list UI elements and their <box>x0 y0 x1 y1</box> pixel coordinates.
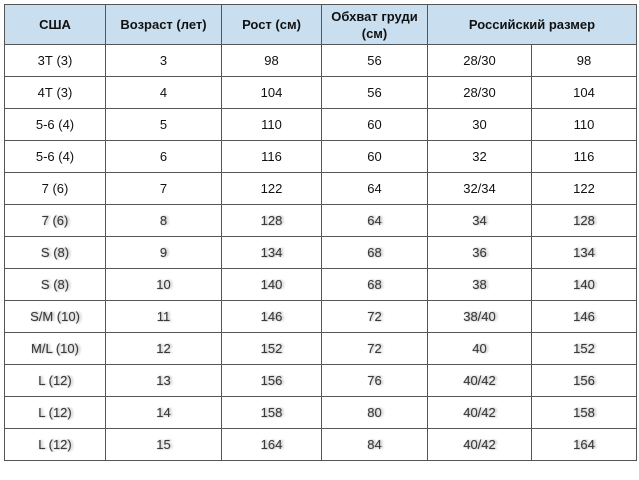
age-cell: 5 <box>106 109 222 141</box>
height-cell: 146 <box>222 301 322 333</box>
us-size-cell: 7 (6) <box>5 173 106 205</box>
age-cell: 9 <box>106 237 222 269</box>
age-cell: 7 <box>106 173 222 205</box>
height-cell: 158 <box>222 397 322 429</box>
us-size-cell: M/L (10) <box>5 333 106 365</box>
height-cell: 140 <box>222 269 322 301</box>
table-row <box>5 109 637 141</box>
table-row <box>5 397 637 429</box>
russian-size-cell: 40/42 <box>428 365 532 397</box>
header-us: США <box>5 5 106 45</box>
chest-cell: 60 <box>322 109 428 141</box>
russian-height-cell: 122 <box>532 173 637 205</box>
table-row <box>5 333 637 365</box>
russian-height-cell: 134 <box>532 237 637 269</box>
us-size-cell: L (12) <box>5 365 106 397</box>
us-size-cell: 5-6 (4) <box>5 109 106 141</box>
chest-cell: 72 <box>322 301 428 333</box>
us-size-cell: S (8) <box>5 237 106 269</box>
russian-size-cell: 40/42 <box>428 429 532 461</box>
height-cell: 110 <box>222 109 322 141</box>
height-cell: 116 <box>222 141 322 173</box>
table-row <box>5 205 637 237</box>
age-cell: 3 <box>106 45 222 77</box>
height-cell: 134 <box>222 237 322 269</box>
height-cell: 164 <box>222 429 322 461</box>
age-cell: 12 <box>106 333 222 365</box>
age-cell: 13 <box>106 365 222 397</box>
table-row <box>5 237 637 269</box>
russian-height-cell: 140 <box>532 269 637 301</box>
chest-cell: 72 <box>322 333 428 365</box>
height-cell: 104 <box>222 77 322 109</box>
age-cell: 11 <box>106 301 222 333</box>
chest-cell: 64 <box>322 173 428 205</box>
chest-cell: 76 <box>322 365 428 397</box>
russian-size-cell: 32/34 <box>428 173 532 205</box>
us-size-cell: 7 (6) <box>5 205 106 237</box>
russian-height-cell: 116 <box>532 141 637 173</box>
russian-height-cell: 110 <box>532 109 637 141</box>
russian-size-cell: 28/30 <box>428 77 532 109</box>
size-table <box>4 4 637 461</box>
table-row <box>5 173 637 205</box>
russian-size-cell: 40 <box>428 333 532 365</box>
table-row <box>5 77 637 109</box>
russian-size-cell: 36 <box>428 237 532 269</box>
russian-size-cell: 28/30 <box>428 45 532 77</box>
russian-height-cell: 98 <box>532 45 637 77</box>
chest-cell: 84 <box>322 429 428 461</box>
russian-size-cell: 38/40 <box>428 301 532 333</box>
chest-cell: 80 <box>322 397 428 429</box>
age-cell: 14 <box>106 397 222 429</box>
age-cell: 4 <box>106 77 222 109</box>
us-size-cell: 3Т (3) <box>5 45 106 77</box>
russian-size-cell: 38 <box>428 269 532 301</box>
table-row <box>5 429 637 461</box>
russian-size-cell: 34 <box>428 205 532 237</box>
header-age: Возраст (лет) <box>106 5 222 45</box>
age-cell: 8 <box>106 205 222 237</box>
us-size-cell: S (8) <box>5 269 106 301</box>
chest-cell: 56 <box>322 45 428 77</box>
table-row <box>5 269 637 301</box>
chest-cell: 68 <box>322 237 428 269</box>
us-size-cell: 5-6 (4) <box>5 141 106 173</box>
us-size-cell: 4Т (3) <box>5 77 106 109</box>
header-row <box>5 5 637 45</box>
header-chest: Обхват груди (см) <box>322 5 428 45</box>
chest-cell: 68 <box>322 269 428 301</box>
russian-height-cell: 104 <box>532 77 637 109</box>
chest-cell: 56 <box>322 77 428 109</box>
russian-size-cell: 32 <box>428 141 532 173</box>
us-size-cell: L (12) <box>5 397 106 429</box>
table-row <box>5 365 637 397</box>
russian-height-cell: 128 <box>532 205 637 237</box>
table-row <box>5 141 637 173</box>
russian-height-cell: 152 <box>532 333 637 365</box>
russian-height-cell: 156 <box>532 365 637 397</box>
russian-height-cell: 158 <box>532 397 637 429</box>
size-chart <box>4 4 637 461</box>
age-cell: 10 <box>106 269 222 301</box>
chest-cell: 64 <box>322 205 428 237</box>
table-row <box>5 45 637 77</box>
russian-height-cell: 146 <box>532 301 637 333</box>
us-size-cell: L (12) <box>5 429 106 461</box>
table-row <box>5 301 637 333</box>
age-cell: 15 <box>106 429 222 461</box>
height-cell: 122 <box>222 173 322 205</box>
height-cell: 128 <box>222 205 322 237</box>
header-russian-size: Российский размер <box>428 5 637 45</box>
russian-height-cell: 164 <box>532 429 637 461</box>
height-cell: 152 <box>222 333 322 365</box>
russian-size-cell: 30 <box>428 109 532 141</box>
us-size-cell: S/M (10) <box>5 301 106 333</box>
chest-cell: 60 <box>322 141 428 173</box>
height-cell: 98 <box>222 45 322 77</box>
height-cell: 156 <box>222 365 322 397</box>
header-height: Рост (см) <box>222 5 322 45</box>
russian-size-cell: 40/42 <box>428 397 532 429</box>
age-cell: 6 <box>106 141 222 173</box>
